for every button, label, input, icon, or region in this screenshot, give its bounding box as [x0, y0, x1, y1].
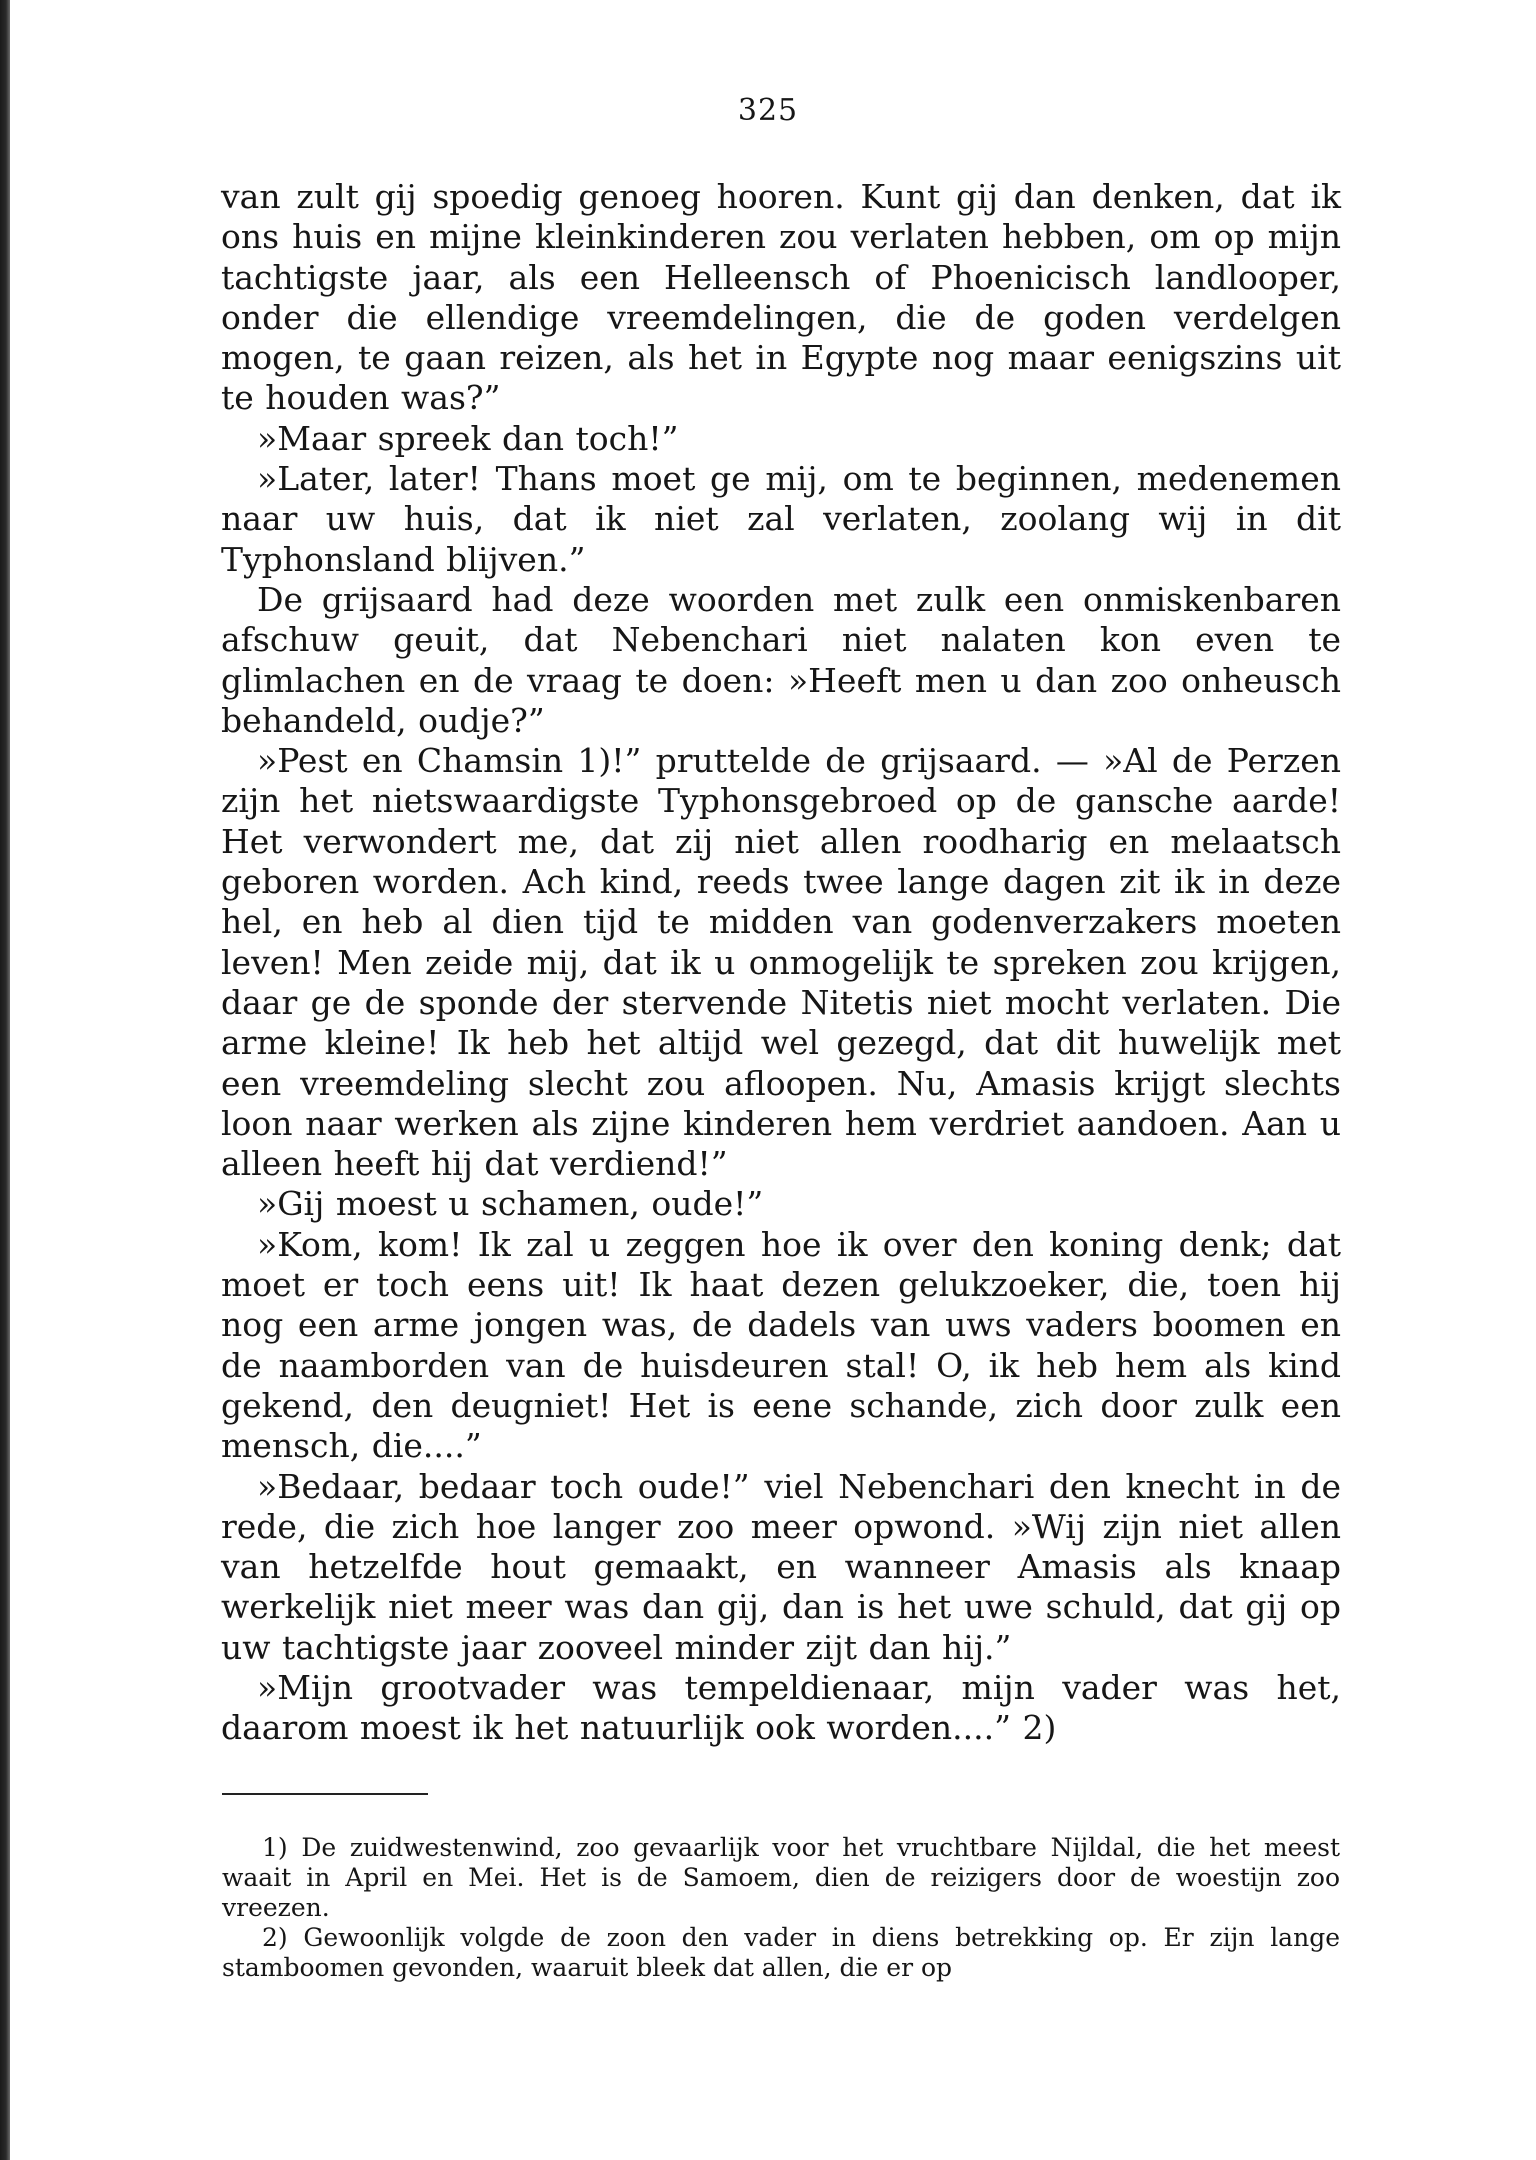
- footnotes: [222, 1833, 1340, 1983]
- paragraph: »Bedaar, bedaar toch oude!” viel Nebenchari den knecht in de rede, die zich hoe langer zoo meer opwond. »Wij zijn niet allen van hetzelfde hout gemaakt, en wanneer Amasis als knaap werkelijk niet meer was dan gij, dan is het uwe schuld, dat gij op uw tachtigste jaar zooveel minder zijt dan hij.”: [221, 1466, 1341, 1667]
- page-number: 325: [737, 93, 799, 128]
- paragraph: »Kom, kom! Ik zal u zeggen hoe ik over den koning denk; dat moet er toch eens uit! Ik haat dezen gelukzoeker, die, toen hij nog een arme jongen was, de dadels van uws vaders boomen en de naamborden van de huisdeuren stal! O, ik heb hem als kind gekend, den deugniet! Het is eene schande, zich door zulk een mensch, die....”: [221, 1224, 1341, 1466]
- paragraph: van zult gij spoedig genoeg hooren. Kunt gij dan denken, dat ik ons huis en mijne kleinkinderen zou verlaten hebben, om op mijn tachtigste jaar, als een Helleensch of Phoenicisch landlooper, onder die ellendige vreemdelingen, die de goden verdelgen mogen, te gaan reizen, als het in Egypte nog maar eenigszins uit te houden was?”: [221, 177, 1341, 418]
- paragraph: »Pest en Chamsin 1)!” pruttelde de grijsaard. — »Al de Perzen zijn het nietswaardigste Typhonsgebroed op de gansche aarde! Het verwondert me, dat zij niet allen roodharig en melaatsch geboren worden. Ach kind, reeds twee lange dagen zit ik in deze hel, en heb al dien tijd te midden van godenverzakers moeten leven! Men zeide mij, dat ik u onmogelijk te spreken zou krijgen, daar ge de sponde der stervende Nitetis niet mocht verlaten. Die arme kleine! Ik heb het altijd wel gezegd, dat dit huwelijk met een vreemdeling slecht zou afloopen. Nu, Amasis krijgt slechts loon naar werken als zijne kinderen hem verdriet aandoen. Aan u alleen heeft hij dat verdiend!”: [221, 741, 1341, 1184]
- paragraph: »Gij moest u schamen, oude!”: [257, 1184, 764, 1224]
- paragraph: »Maar spreek dan toch!”: [257, 418, 679, 458]
- paragraph: »Later, later! Thans moet ge mij, om te beginnen, medenemen naar uw huis, dat ik niet zal verlaten, zoolang wij in dit Typhonsland blijven.”: [221, 459, 1341, 579]
- footnote-rule: [222, 1793, 428, 1795]
- scan-edge: [0, 0, 10, 2160]
- paragraph: De grijsaard had deze woorden met zulk een onmiskenbaren afschuw geuit, dat Nebenchari niet nalaten kon even te glimlachen en de vraag te doen: »Heeft men u dan zoo onheusch behandeld, oudje?”: [221, 579, 1341, 740]
- footnote: 2) Gewoonlijk volgde de zoon den vader in diens betrekking op. Er zijn lange stamboomen gevonden, waaruit bleek dat allen, die er op: [222, 1923, 1340, 1982]
- main-text: [221, 177, 1341, 1749]
- paragraph: »Mijn grootvader was tempeldienaar, mijn vader was het, daarom moest ik het natuurlijk ook worden....” 2): [221, 1667, 1341, 1748]
- footnote: 1) De zuidwestenwind, zoo gevaarlijk voor het vruchtbare Nijldal, die het meest waait in April en Mei. Het is de Samoem, dien de reizigers door de woestijn zoo vreezen.: [222, 1833, 1340, 1922]
